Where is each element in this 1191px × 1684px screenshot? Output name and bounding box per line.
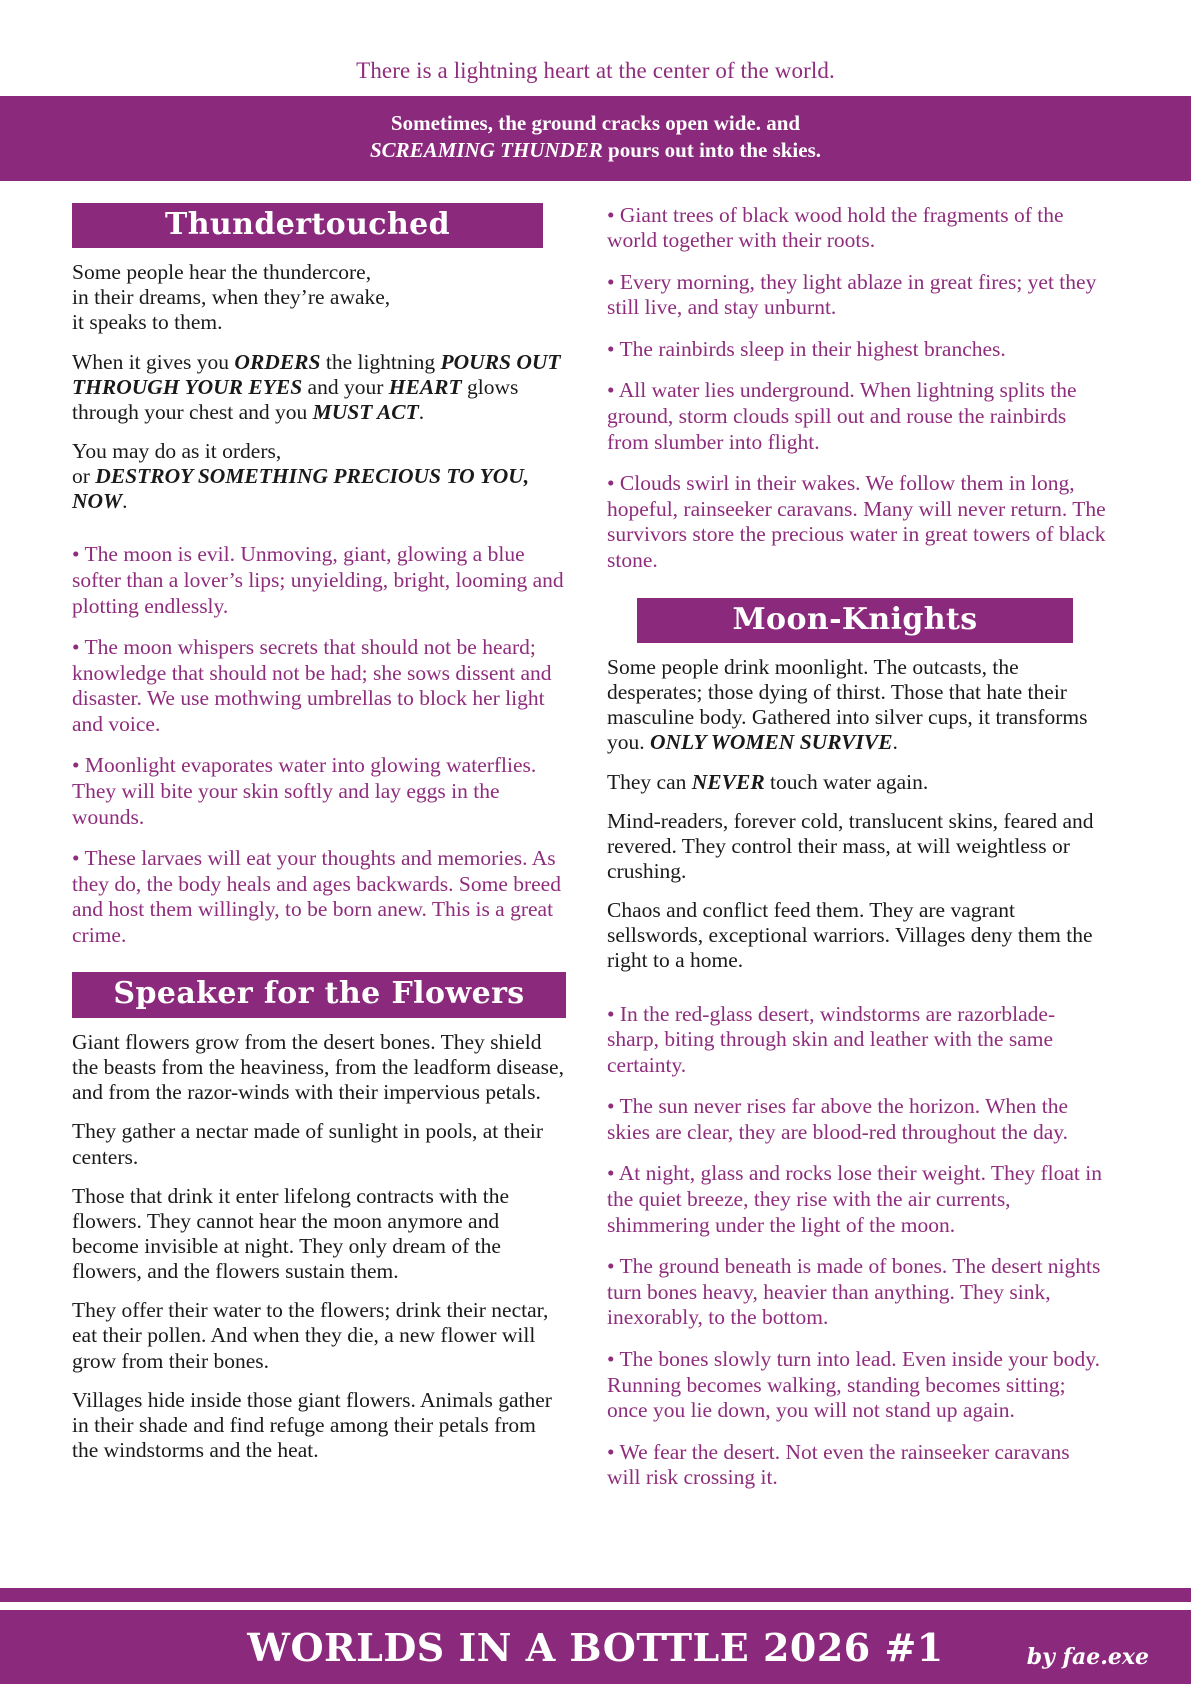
footer-bar <box>0 1610 1191 1684</box>
section-heading-speaker-for-the-flowers: Speaker for the Flowers <box>72 972 566 1018</box>
content-columns <box>0 181 1191 1507</box>
body-paragraph: Chaos and conflict feed them. They are vagrant sellswords, exceptional warriors. Villages deny them the right to a home. <box>607 898 1093 973</box>
world-bullets <box>607 203 1107 574</box>
left-column <box>72 203 567 1507</box>
bullet-item: • The sun never rises far above the horizon. When the skies are clear, they are blood-red throughout the day. <box>607 1094 1069 1144</box>
bullet-item: • At night, glass and rocks lose their weight. They float in the quiet breeze, they rise with the air currents, shimmering under the light of the moon. <box>607 1161 1102 1237</box>
bullet-item: • These larvaes will eat your thoughts and memories. As they do, the body heals and ages backwards. Some breed and host them willingly, to be born anew. This is a great crime. <box>72 846 561 947</box>
body-paragraph: They can NEVER touch water again. <box>607 769 929 794</box>
bullet-item: • Giant trees of black wood hold the fragments of the world together with their roots. <box>607 202 1064 253</box>
thundertouched-bullets <box>72 542 567 948</box>
body-paragraph: Villages hide inside those giant flowers. Animals gather in their shade and find refuge among their petals from the windstorms and the heat. <box>72 1387 552 1462</box>
banner-line-1: Sometimes, the ground cracks open wide. and <box>390 111 801 135</box>
bullet-item: • Every morning, they light ablaze in great fires; yet they still live, and stay unburnt. <box>607 269 1097 320</box>
body-paragraph: When it gives you ORDERS the lightning POURS OUT THROUGH YOUR EYES and your HEART glows through your chest and you MUST ACT. <box>72 349 561 424</box>
bullet-item: • The bones slowly turn into lead. Even inside your body. Running becomes walking, standing becomes sitting; once you lie down, you will not stand up again. <box>607 1346 1100 1423</box>
tagline: There is a lightning heart at the center of the world. <box>356 58 835 83</box>
body-paragraph: Some people hear the thundercore, in their dreams, when they’re awake, it speaks to them. <box>72 260 391 335</box>
body-paragraph: Mind-readers, forever cold, translucent skins, feared and revered. They control their mass, at will weightless or crushing. <box>607 808 1094 884</box>
banner-line-2-emphasis: SCREAMING THUNDER <box>369 138 603 163</box>
footer <box>0 1588 1191 1684</box>
footer-rule <box>0 1588 1191 1602</box>
emphasis-text: ONLY WOMEN SURVIVE <box>650 730 893 755</box>
body-paragraph: Giant flowers grow from the desert bones. They shield the beasts from the heaviness, from the leadform disease, and from the razor-winds with their impervious petals. <box>72 1029 564 1105</box>
body-paragraph: You may do as it orders, or DESTROY SOMETHING PRECIOUS TO YOU, NOW. <box>72 438 530 514</box>
emphasis-text: ORDERS <box>234 349 321 374</box>
emphasis-text: NEVER <box>691 769 765 794</box>
speaker-paragraphs <box>72 1030 567 1463</box>
body-paragraph: They offer their water to the flowers; drink their nectar, eat their pollen. And when they die, a new flower will grow from their bones. <box>72 1298 549 1373</box>
body-paragraph: They gather a nectar made of sunlight in pools, at their centers. <box>72 1119 544 1169</box>
body-paragraph: Those that drink it enter lifelong contracts with the flowers. They cannot hear the moon anymore and become invisible at night. They only dream of the flowers, and the flowers sustain them. <box>72 1183 510 1284</box>
emphasis-text: DESTROY SOMETHING PRECIOUS TO YOU, NOW <box>72 464 530 514</box>
bullet-item: • The moon whispers secrets that should not be heard; knowledge that should not be had; she sows dissent and disaster. We use mothwing umbrellas to block her light and voice. <box>72 635 552 736</box>
section-heading-moon-knights: Moon-Knights <box>637 598 1073 644</box>
bullet-item: • The moon is evil. Unmoving, giant, glowing a blue softer than a lover’s lips; unyielding, bright, looming and plotting endlessly. <box>72 542 564 618</box>
banner <box>0 96 1191 181</box>
bullet-item: • Moonlight evaporates water into glowing waterflies. They will bite your skin softly and lay eggs in the wounds. <box>72 753 537 829</box>
section-heading-thundertouched: Thundertouched <box>72 203 543 249</box>
moon-knights-paragraphs <box>607 655 1107 974</box>
thundertouched-paragraphs <box>72 260 567 514</box>
moon-knights-bullets <box>607 1002 1107 1491</box>
emphasis-text: MUST ACT <box>312 399 419 424</box>
bullet-item: • The ground beneath is made of bones. The desert nights turn bones heavy, heavier than anything. They sink, inexorably, to the bottom. <box>607 1254 1101 1330</box>
right-column <box>607 203 1107 1507</box>
footer-credit: by fae.exe <box>1026 1644 1149 1670</box>
banner-line-2 <box>10 137 1181 164</box>
bullet-item: • In the red-glass desert, windstorms are razorblade-sharp, biting through skin and leather with the same certainty. <box>607 1001 1056 1077</box>
bullet-item: • We fear the desert. Not even the rainseeker caravans will risk crossing it. <box>607 1439 1070 1490</box>
bullet-item: • The rainbirds sleep in their highest branches. <box>607 336 1006 361</box>
footer-title: WORLDS IN A BOTTLE 2026 #1 <box>247 1624 944 1670</box>
banner-line-2-rest: pours out into the skies. <box>602 138 821 163</box>
bullet-item: • All water lies underground. When lightning splits the ground, storm clouds spill out and rouse the rainbirds from slumber into flight. <box>607 378 1077 454</box>
bullet-item: • Clouds swirl in their wakes. We follow them in long, hopeful, rainseeker caravans. Many will never return. The survivors store the precious water in great towers of black stone. <box>607 471 1106 572</box>
body-paragraph: Some people drink moonlight. The outcasts, the desperates; those dying of thirst. Those that hate their masculine body. Gathered into silver cups, it transforms you. ONLY WOMEN SURVIVE. <box>607 655 1088 755</box>
emphasis-text: HEART <box>388 374 462 399</box>
emphasis-text: POURS OUT THROUGH YOUR EYES <box>72 349 561 399</box>
